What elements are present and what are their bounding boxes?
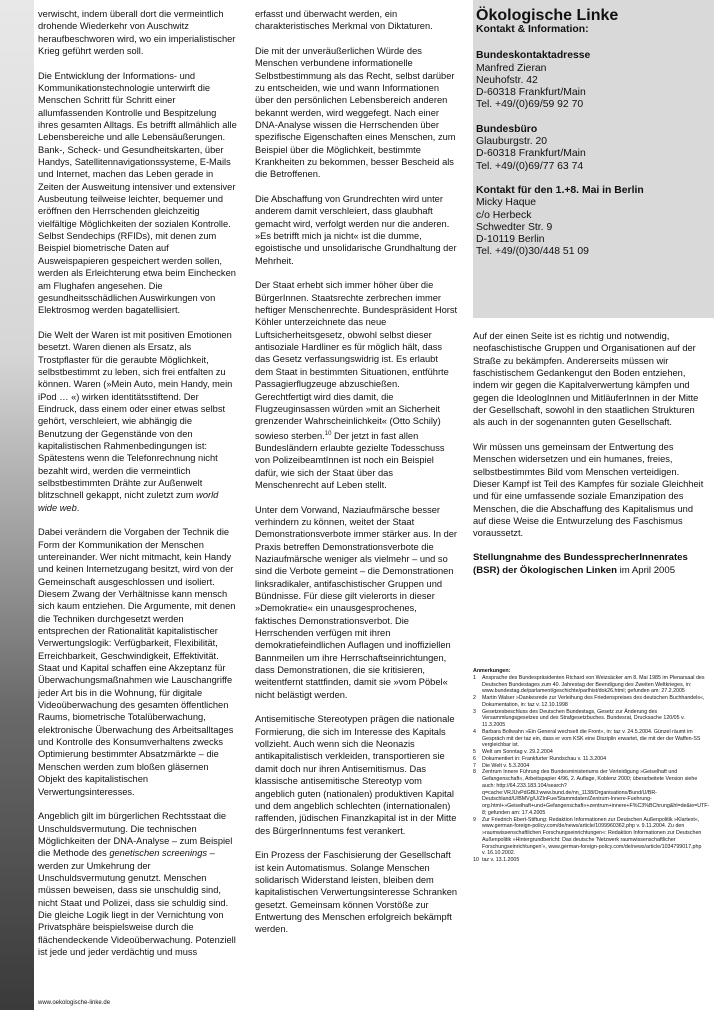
contact-block: Bundesbüro Glauburgstr. 20 D-60318 Frankfurt/Main Tel. +49/(0)69/77 63 74 — [476, 123, 586, 172]
paragraph: Die Welt der Waren ist mit positiven Emotionen besetzt. Waren dienen als Ersatz, als Trostpflaster für die geraubte Möglichkeit, selbstbestimmt zu leben, sich frei entfalten zu können. Waren (»Mein Auto, mein Handy, mein iPod … «) wirken identitätsstiftend. Der Eindruck, dass einem oder einer etwas selbst gehört, verschleiert, wie abhängig die Benutzung der Gegenstände von den kapitalistischen Rahmenbedingungen ist: Spätestens wenn die Telefonrechnung nicht bezahlt wird, werden die vermeintlich selbstbestimmten Drähte zur Außenwelt blitzschnell gekappt, nicht zuletzt zum world wide web. — [38, 329, 233, 513]
paragraph: Die Abschaffung von Grundrechten wird unter anderem damit verschleiert, dass glaubhaft gemacht wird, verfolgt werden nur die anderen. »Es betrifft mich ja nicht« ist die dumme, egoistische und unsolidarische Grundhaltung der Mehrheit. — [255, 194, 457, 266]
footnote-item: 9 Zur Friedrich Ebert-Stiftung: Redaktion Informationen zur Deutschen Außenpolitik »Klartext«, www.german-foreign-policy.com/de/news/article/1099960362.php v. 9.11.2004. Zu den »raumwissenschaftlichen Forschungseinrichtungen«: Redaktion Informationen zur Deutschen Außenpolitik »Hintergrundbericht: Das deutsche 'Netzwerk raumwissenschaftlicher Forschungseinrichtungen'«, www.german-foreign-policy.com/de/news/article/1034799017.php v. 16.10.2002. — [473, 816, 702, 857]
paragraph: Unter dem Vorwand, Naziaufmärsche besser verhindern zu können, weitet der Staat Demonstrationsverbote immer stärker aus. In der Praxis betreffen Demonstrationsverbote die Naziaufmärsche weniger als vielmehr – und so sind die Verbote gemeint – die Demonstrationen linksradikaler, antifaschistischer Gruppen und Bündnisse. Für diese gilt vielerorts in dieser »Demokratie« ein unausgesprochenes, faktisches Demonstrationsverbot. Die Herrschenden verfügen mit ihren demokratiefeindlichen Auflagen und inoffiziellen Bannmeilen um ihre Herrschaftseinrichtungen, dass Demonstrationen, die sie kritisieren, weitentfernt stattfinden, damit sie »vom Pöbel« nicht belästigt werden. — [255, 504, 458, 700]
statement-signature: Stellungnahme des BundessprecherInnenrates (BSR) der Ökologischen Linken im April 2005 — [473, 552, 688, 576]
footnote-item: 5 Welt am Sonntag v. 29.2.2004 — [473, 749, 553, 755]
footnote-item: 4 Barbara Bollwahn »Ein General wechselt die Front«, in: taz v. 24.5.2004. Günzel räumt im Gespräch mit der taz ein, dass er vom KSK eine Disziplin erwartet, die mit der der Waffen-SS vergleichbar ist. — [473, 728, 701, 749]
footnote-item: 2 Martin Walser »Dankesrede zur Verleihung des Friedenspreises des deutschen Buchhandels«, Dokumentation, in: taz v. 12.10.1998 — [473, 695, 705, 708]
contact-block: Bundeskontaktadresse Manfred Zieran Neuhofstr. 42 D-60318 Frankfurt/Main Tel. +49/(0)69/59 92 70 — [476, 50, 591, 111]
paragraph: Wir müssen uns gemeinsam der Entwertung des Menschen widersetzen und ein humanes, freies, selbstbestimmtes Bild vom Menschen verteidigen. Dieser Kampf ist Teil des Kampfes für soziale Gleichheit und für eine umfassende soziale Emanzipation des Menschen, die die Abschaffung des Kapitalismus und auf diese Weise die Entwurzelung des Faschismus voraussetzt. — [473, 442, 704, 539]
text-column-3 — [473, 330, 705, 589]
paragraph: Der Staat erhebt sich immer höher über die BürgerInnen. Staatsrechte zerbrechen immer heftiger Menschenrechte. Bundespräsident Horst Köhler unterzeichnete das neue Luftsicherheitsgesetz, obwohl selbst dieser antisoziale Hardliner es für möglich hält, dass das Gesetz verfassungswidrig ist. Es erlaubt dem Staat in bestimmten Situationen, entführte Passagierflugzeuge abzuschießen. Gerechtfertigt wird dies damit, die Flugzeuginsassen würden »mit an Sicherheit grenzender Wahrscheinlichkeit« (Otto Schily) sowieso sterben.$^{10}$ Der jetzt in fast allen Bundesländern erlaubte gezielte Todesschuss von PolizeibeamtInnen ist noch ein Beispiel dafür, wie sich der Staat über das Menschenrecht auf Leben stellt. — [255, 280, 458, 491]
paragraph: Antisemitische Stereotypen prägen die nationale Formierung, die sich im Interesse des Kapitals vollzieht. Auch wenn sich die Neonazis antikapitalistisch verkleiden, transportieren sie damit doch nur ihren Antisemitismus. Das klassische antisemitische Stereotyp vom angeblich guten (nationalen) produktiven Kapital und dem angeblich schlechten (internationalen) raffenden, jüdischen Finanzkapital ist in der Mitte des BürgerInnentums fest verankert. — [255, 714, 457, 836]
contact-info-box — [473, 0, 714, 318]
paragraph: verwischt, indem überall dort die vermeintlich drohende Wiederkehr von Auschwitz heraufbeschworen wird, wo ein imperialistischer Krieg geführt werden soll. — [38, 9, 236, 57]
footnotes-heading: Anmerkungen: — [473, 668, 511, 674]
paragraph: Angeblich gilt im bürgerlichen Rechtsstaat die Unschuldsvermutung. Die technischen Möglichkeiten der DNA-Analyse – zum Beispiel die Methode des genetischen screenings – werden zur Umkehrung der Unschuldsvermutung genutzt. Menschen müssen beweisen, dass sie unschuldig sind, nicht Staat und Polizei, dass sie schuldig sind. Die gleiche Logik liegt in der Vernichtung von Privatsphäre beispielsweise durch die flächendeckende Videoüberwachung. Potenziell ist jede und jeder verdächtig und muss — [38, 811, 236, 957]
info-subtitle: Kontakt & Information: — [476, 24, 589, 35]
info-title: Ökologische Linke — [476, 7, 619, 24]
contact-block: Kontakt für den 1.+8. Mai in Berlin Micky Haque c/o Herbeck Schwedter Str. 9 D-10119 Berlin Tel. +49/(0)30/448 51 09 — [476, 184, 644, 258]
footnote-item: 3 Gesetzesbeschluss des Deutschen Bundestags, Gesetz zur Änderung des Versammlungsgesetzes und des Strafgesetzbuches. Bundesrat, Drucksache 120/05 v. 11.3.2005 — [473, 708, 685, 728]
paragraph: Die mit der unveräußerlichen Würde des Menschen verbundene informationelle Selbstbestimmung als das Recht, selbst darüber zu entscheiden, wie und wann Informationen über den persönlichen Lebensbereich anderen bekannt werden, wird weggefegt. Nach einer DNA-Analyse wissen die Herrschenden über spezifische Eigenschaften eines Menschen, zum Beispiel über die Möglichkeit, bestimmte Krankheiten zu bekommen, besser Bescheid als die Betroffenen. — [255, 45, 456, 180]
paragraph: Auf der einen Seite ist es richtig und notwendig, neofaschistische Gruppen und Organisationen auf der Straße zu bekämpfen. Andererseits müssen wir faschistischem Gedankengut den Boden entziehen, indem wir gegen die Kapitalverwertung kämpfen und gegen die IdeologInnen und MitläuferInnen in der Mitte der Gesellschaft, sowohl in den staatlichen Strukturen als auch in der sogenannten guten Gesellschaft. — [473, 331, 699, 428]
background-photo-strip — [0, 0, 34, 1010]
paragraph: Die Entwicklung der Informations- und Kommunikationstechnologie unterwirft die Menschen Schritt für Schritt einer allumfassenden Kontrolle und Bespitzelung ihres gesamten Alltags. Es betrifft allmählich alle Lebensbereiche und alle Lebensäußerungen. Bank-, Scheck- und Gesundheitskarten, über Handys, Satellitennavigationssysteme, E-Mails und Internet, machen das Leben gerade in Zeiten der Ausweitung intensiver und extensiver Ausbeutung teilweise leichter, bequemer und eröffnen den Herrschenden gleichzeitig vielfältige Möglichkeiten der sozialen Kontrolle. Selbst Sendechips (RFIDs), mit denen zum Beispiel biometrische Daten auf Ausweispapieren gespeichert werden sollen, werden als Erleichterung etwa beim Einchecken am Flughafen angesehen. Die gesundheitsschädlichen Auswirkungen von Elektrosmog werden bagatellisiert. — [38, 70, 237, 316]
footnote-item: 8 Zentrum Innere Führung des Bundesministeriums der Verteidigung »Geiselhaft und Gefangenschaft«, Arbeitspapier 4/96, 2. Auflage, Koblenz 2000; überarbeitete Version siehe auch: http://64.233.183.104/search?q=cache:VRJUvPdGBlJ:www.bund.de/nn_1138/Organisations/Bund/U/BR-Deutschland/U/BMVg/U/ZInFue/Stammdaten/Zentrum-Innere-Fuehrung-org.html+»Geiselhaft+und+Gefangenschaft«+zentrum+innere+F%C3%BChrung&hl=de&ie=UTF-8; gefunden am: 17.4.2005 — [473, 769, 710, 816]
footer-url[interactable]: www.oekologische-linke.de — [38, 1000, 111, 1006]
footnote-ref: 10 — [324, 430, 332, 437]
paragraph: Dabei verändern die Vorgaben der Technik die Form der Kommunikation der Menschen untereinander. Wer nicht mitmacht, kein Handy und keinen Internetzugang besitzt, wird von der Gemeinschaft ausgeschlossen und isoliert. Diesem Zwang der Verhältnisse kann mensch sich kaum entziehen. Die Argumente, mit denen die Techniken durchgesetzt werden entsprechen der Rationalität kapitalistischer Verwertungslogik: Verfügbarkeit, Flexibilität, Erreichbarkeit, Geschwindigkeit, Effektivität. Staat und Kapital schaffen eine Akzeptanz für Überwachungsmaßnahmen wie Lauschangriffe jeder Art bis in die Wohnung, für digitale Videoüberwachung des gesamten öffentlichen Raums, biometrische Totalüberwachung, elektronische Überwachung des Arbeitsalltages und Kontrolle des Konsumverhaltens zwecks Optimierung bestimmter Absatzmärkte – die Menschen werden zum bloßen gläsernen Objekt des kapitalistischen Verwertungsinteresses. — [38, 527, 236, 797]
footnote-item: 10 taz v. 13.1.2005 — [473, 857, 520, 863]
footnote-item: 1 Ansprache des Bundespräsidenten Richard von Weizsäcker am 8. Mai 1985 im Plenarsaal des Deutschen Bundestages zum 40. Jahrestag der Beendigung des Zweiten Weltkrieges, in: www.bundestag.de/parlament/geschichte/parlhist/dok26.html; gefunden am: 27.2.2005 — [473, 674, 705, 695]
text-column-2 — [255, 8, 458, 948]
footnote-item: 7 Die Welt v. 5.3.2004 — [473, 762, 530, 769]
footnotes — [473, 668, 710, 864]
text-column-1 — [38, 8, 237, 971]
paragraph: erfasst und überwacht werden, ein charakteristisches Merkmal von Diktaturen. — [255, 9, 433, 32]
footnote-item: 6 Dokumentiert in: Frankfurter Rundschau v. 11.3.2004 — [473, 755, 607, 762]
paragraph: Ein Prozess der Faschisierung der Gesellschaft ist kein Automatismus. Solange Menschen solidarisch Widerstand leisten, bleiben dem kapitalistischen Verwertungsinteresse Schranken gesetzt. Gemeinsam können Vorstöße zur Entwertung des Menschen erfolgreich bekämpft werden. — [255, 850, 458, 935]
